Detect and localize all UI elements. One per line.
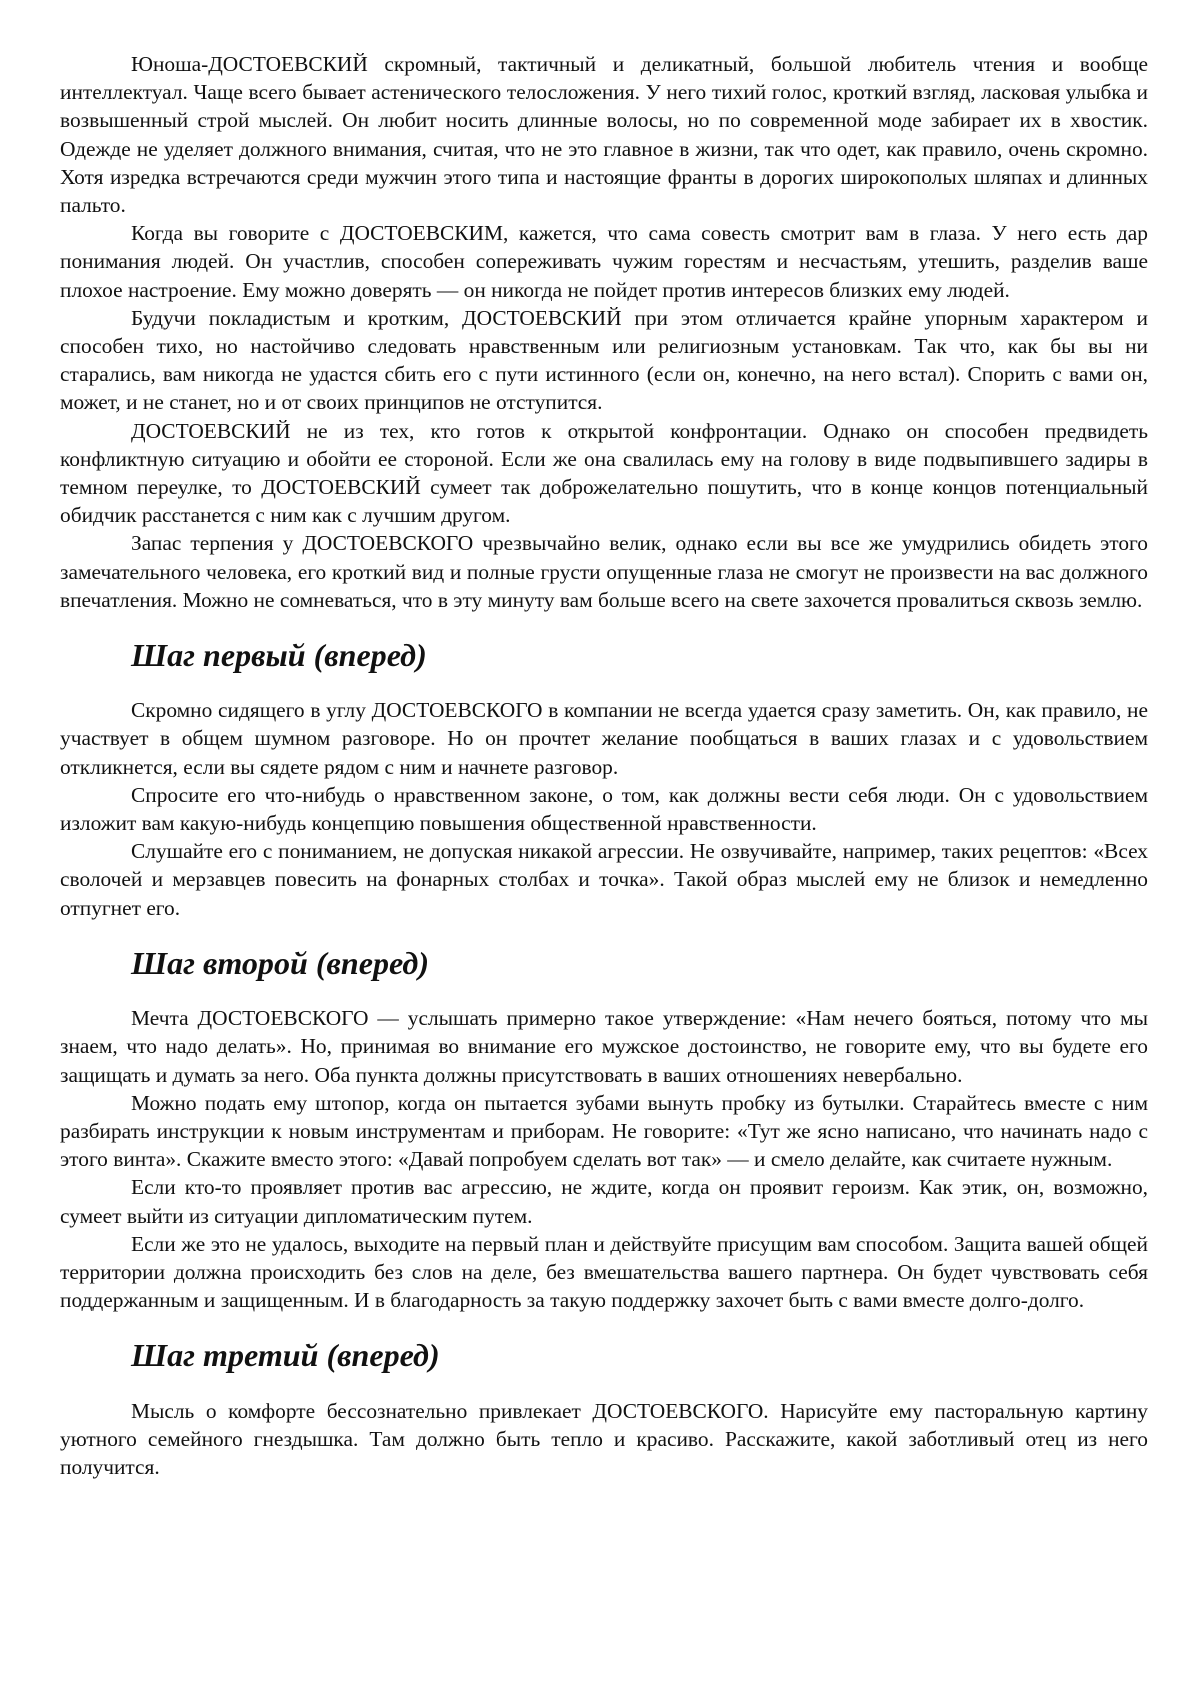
paragraph: Спросите его что-нибудь о нравственном законе, о том, как должны вести себя люди. Он с удовольствием изложит вам какую-нибудь концепцию повышения общественной нравственности.: [60, 782, 1148, 836]
paragraph: Если кто-то проявляет против вас агрессию, не ждите, когда он проявит героизм. Как этик, он, возможно, сумеет выйти из ситуации дипломатическим путем.: [60, 1175, 1148, 1228]
paragraph: Слушайте его с пониманием, не допуская никакой агрессии. Не озвучивайте, например, таких рецептов: «Всех сволочей и мерзавцев повесить на фонарных столбах и точка». Такой образ мыслей ему не близок и немедленно отпугнет его.: [60, 839, 1148, 920]
paragraph: Скромно сидящего в углу ДОСТОЕВСКОГО в компании не всегда удается сразу заметить. Он, как правило, не участвует в общем шумном разговоре. Но он прочтет желание пообщаться в ваших глазах и с удовольствием откликнется, если вы сядете рядом с ним и начнете разговор.: [60, 698, 1148, 779]
paragraph: Будучи покладистым и кротким, ДОСТОЕВСКИЙ при этом отличается крайне упорным характером и способен тихо, но настойчиво следовать нравственным или религиозным установкам. Так что, как бы вы ни старались, вам никогда не удастся сбить его с пути истинного (если он, конечно, на него встал). Спорить с вами он, может, и не станет, но и от своих принципов не отступится.: [60, 305, 1148, 415]
step-three-section: [60, 1337, 1148, 1481]
section-heading: Шаг третий (вперед): [131, 1337, 440, 1374]
paragraph: Юноша-ДОСТОЕВСКИЙ скромный, тактичный и деликатный, большой любитель чтения и вообще интеллектуал. Чаще всего бывает астенического телосложения. У него тихий голос, кроткий взгляд, ласковая улыбка и возвышенный строй мыслей. Он любит носить длинные волосы, но по современной моде забирает их в хвостик. Одежде не уделяет должного внимания, считая, что не это главное в жизни, так что одет, как правило, очень скромно. Хотя изредка встречаются среди мужчин этого типа и настоящие франты в дорогих широкополых шляпах и длинных пальто.: [60, 52, 1148, 218]
paragraph: Когда вы говорите с ДОСТОЕВСКИМ, кажется, что сама совесть смотрит вам в глаза. У него есть дар понимания людей. Он участлив, способен сопереживать чужим горестям и несчастьям, утешить, разделив ваше плохое настроение. Ему можно доверять — он никогда не пойдет против интересов близких ему людей.: [60, 221, 1148, 302]
paragraph: Если же это не удалось, выходите на первый план и действуйте присущим вам способом. Защита вашей общей территории должна происходить без слов на деле, без вмешательства вашего партнера. Он будет чувствовать себя поддержанным и защищенным. И в благодарность за такую поддержку захочет быть с вами вместе долго-долго.: [60, 1231, 1148, 1313]
step-one-section: [60, 637, 1148, 922]
document-page: [60, 50, 1148, 1481]
paragraph: Можно подать ему штопор, когда он пытается зубами вынуть пробку из бутылки. Старайтесь вместе с ним разбирать инструкции к новым инструментам и приборам. Не говорите: «Тут же ясно написано, что начинать надо с этого винта». Скажите вместо этого: «Давай попробуем сделать вот так» — и смело делайте, как считаете нужным.: [60, 1090, 1148, 1172]
paragraph: Мечта ДОСТОЕВСКОГО — услышать примерно такое утверждение: «Нам нечего бояться, потому что мы знаем, что надо делать». Но, принимая во внимание его мужское достоинство, не говорите ему, что вы будете его защищать и думать за него. Оба пункта должны присутствовать в ваших отношениях невербально.: [60, 1006, 1148, 1087]
step-two-section: [60, 944, 1148, 1314]
section-heading: Шаг первый (вперед): [131, 637, 427, 674]
paragraph: Мысль о комфорте бессознательно привлекает ДОСТОЕВСКОГО. Нарисуйте ему пасторальную картину уютного семейного гнездышка. Там должно быть тепло и красиво. Расскажите, какой заботливый отец из него получится.: [60, 1398, 1148, 1479]
paragraph: Запас терпения у ДОСТОЕВСКОГО чрезвычайно велик, однако если вы все же умудрились обидеть этого замечательного человека, его кроткий вид и полные грусти опущенные глаза не смогут не произвести на вас должного впечатления. Можно не сомневаться, что в эту минуту вам больше всего на свете захочется провалиться сквозь землю.: [60, 531, 1148, 612]
section-heading: Шаг второй (вперед): [131, 944, 430, 981]
paragraph: ДОСТОЕВСКИЙ не из тех, кто готов к открытой конфронтации. Однако он способен предвидеть конфликтную ситуацию и обойти ее стороной. Если же она свалилась ему на голову в виде подвыпившего задиры в темном переулке, то ДОСТОЕВСКИЙ сумеет так доброжелательно пошутить, что в конце концов потенциальный обидчик расстанется с ним как с лучшим другом.: [60, 418, 1148, 528]
intro-section: [60, 50, 1148, 614]
